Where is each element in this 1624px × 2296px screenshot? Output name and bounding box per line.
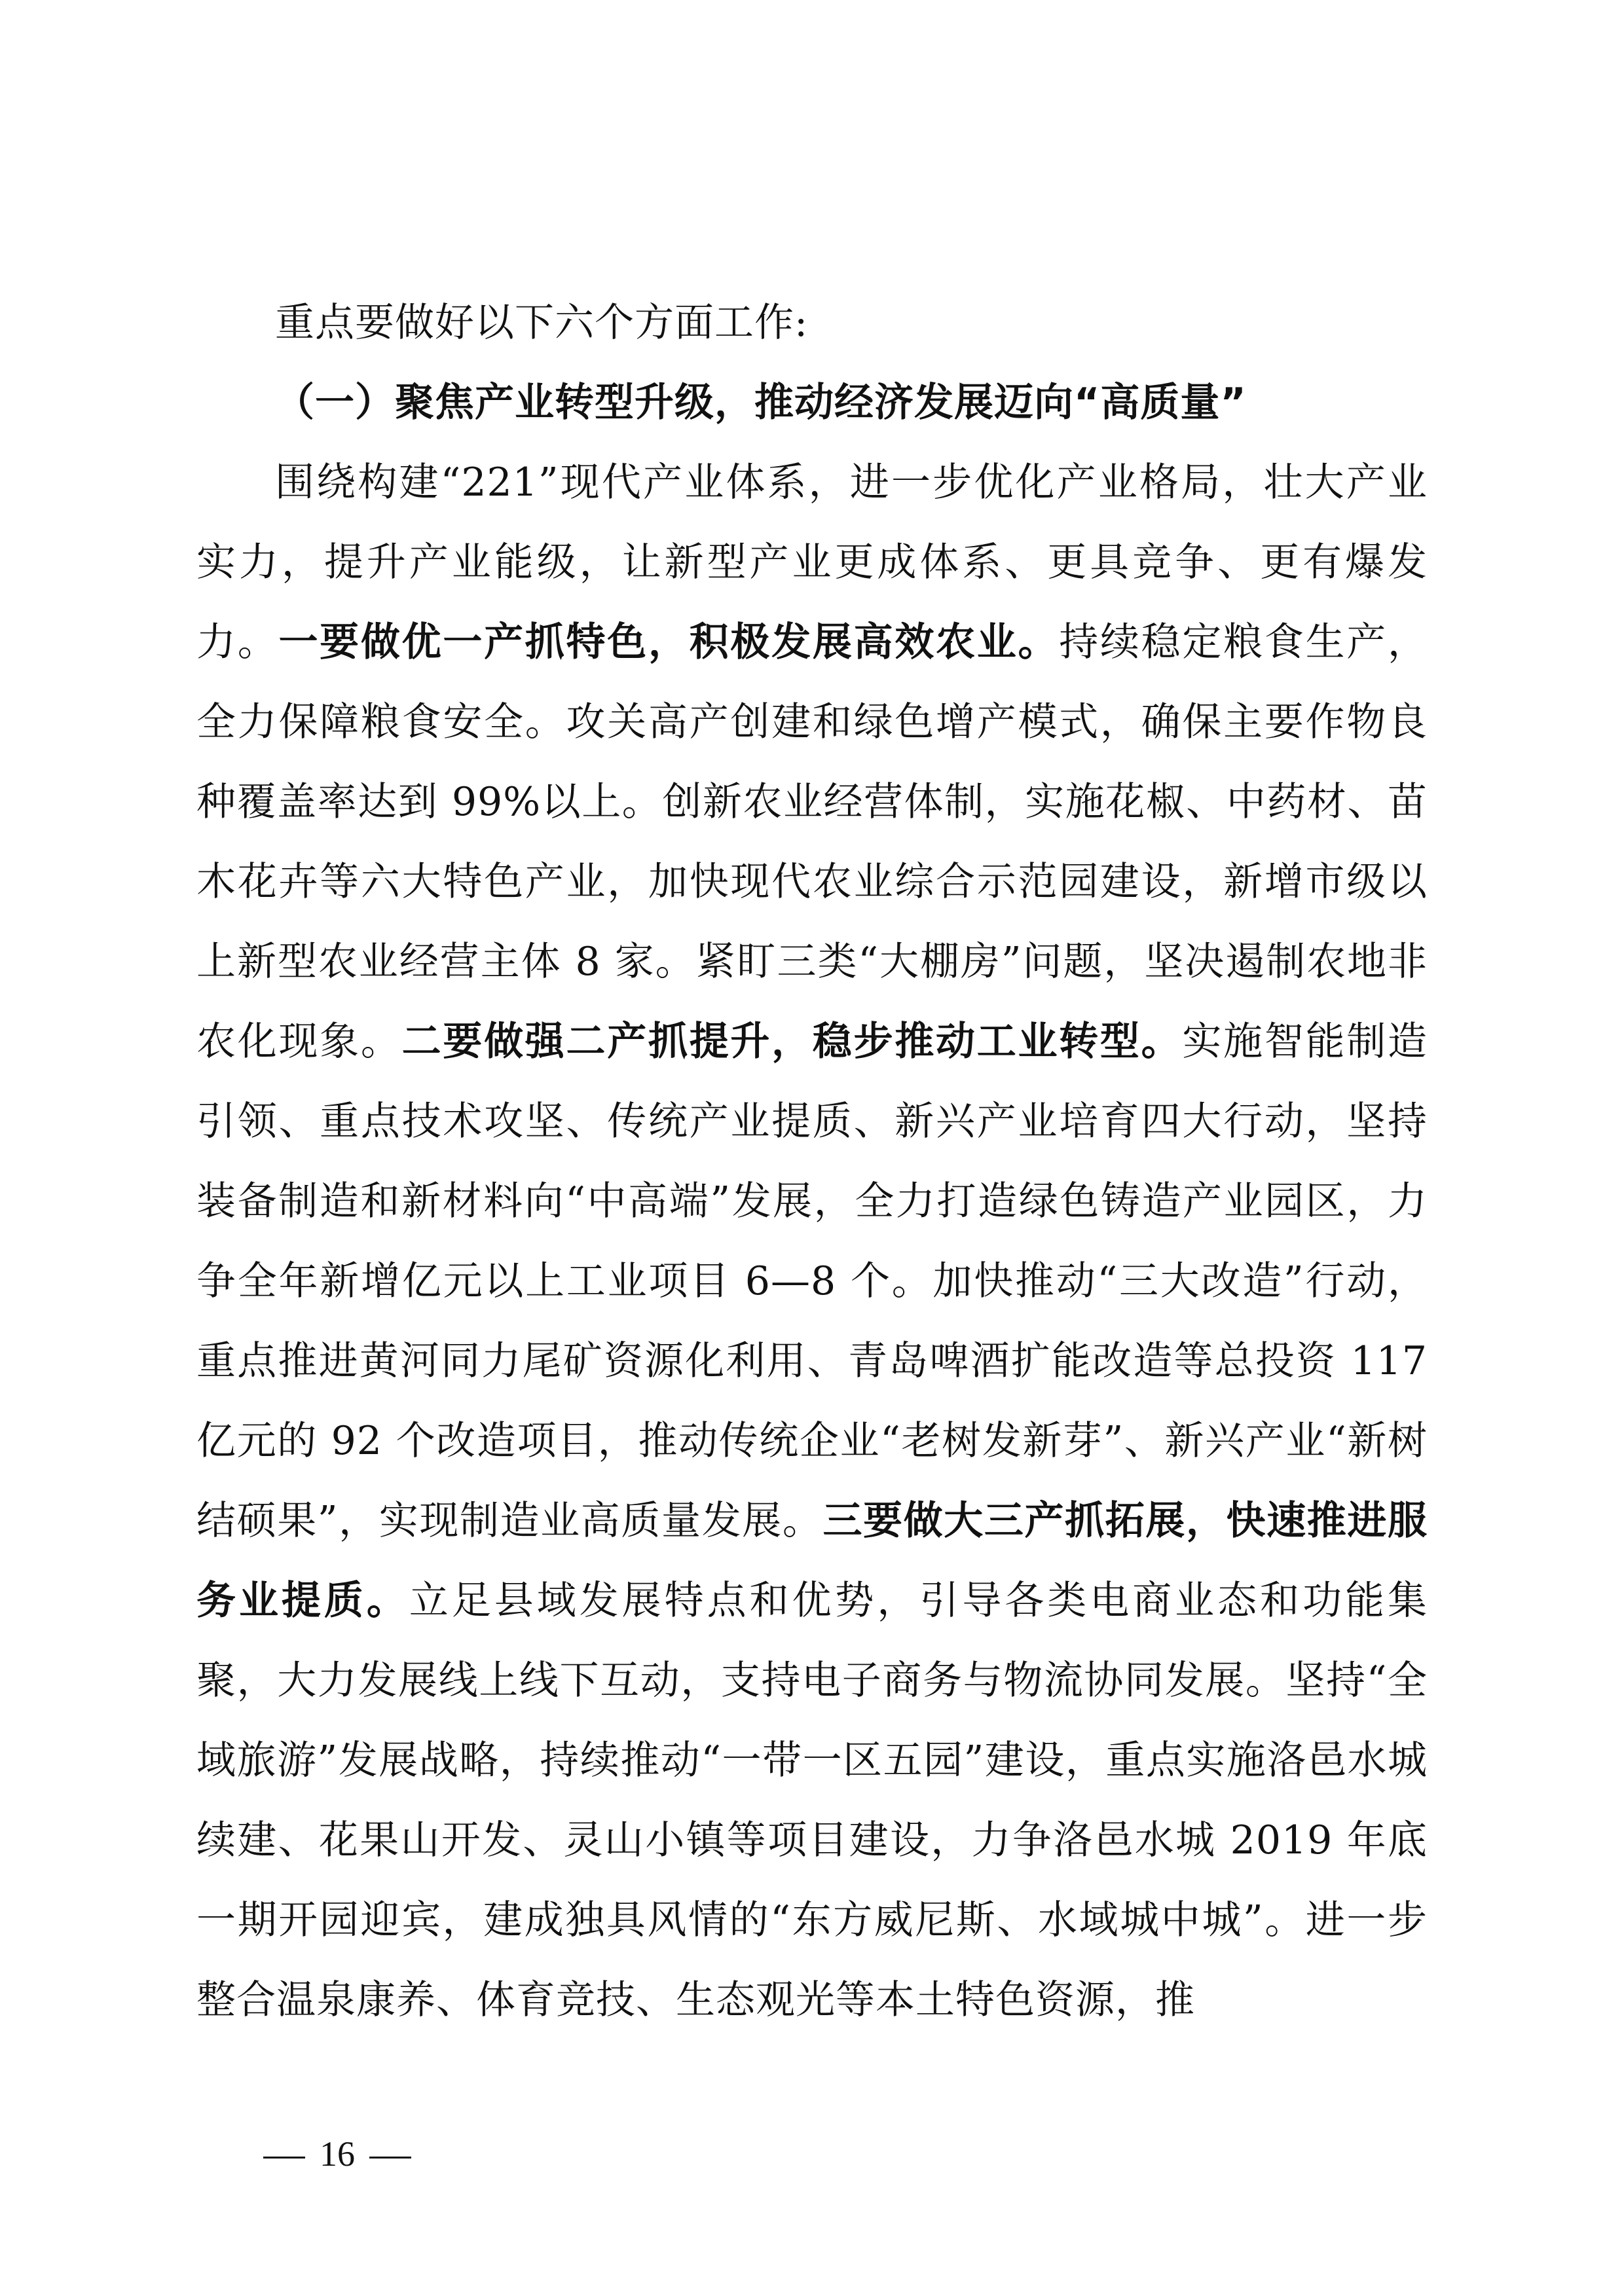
bold-point-2: 二要做强二产抓提升，稳步推动工业转型。 (401, 1019, 1183, 1065)
paragraph-text-3: 实施智能制造引领、重点技术攻坚、传统产业提质、新兴产业培育四大行动，坚持装备制造和新材料向“中高端”发展，全力打造绿色铸造产业园区，力争全年新增亿元以上工业项目 6—8 个。加快推动“三大改造”行动，重点推进黄河同力尾矿资源化利用、青岛啤酒扩能改造等总投资 117 亿元的 92 个改造项目，推动传统企业“老树发新芽”、新兴产业“新树结硕果”，实现制造业高质量发展。 (196, 1019, 1428, 1544)
body-paragraph (196, 443, 1428, 2040)
paragraph-text-4: 立足县域发展特点和优势，引导各类电商业态和功能集聚，大力发展线上线下互动，支持电子商务与物流协同发展。坚持“全域旅游”发展战略，持续推动“一带一区五园”建设，重点实施洛邑水城续建、花果山开发、灵山小镇等项目建设，力争洛邑水城 2019 年底一期开园迎宾，建成独具风情的“东方威尼斯、水域城中城”。进一步整合温泉康养、体育竞技、生态观光等本土特色资源，推 (196, 1578, 1428, 2023)
section-heading: （一）聚焦产业转型升级，推动经济发展迈向“高质量” (275, 380, 1247, 426)
page-number: 16 (320, 2134, 355, 2174)
intro-line: 重点要做好以下六个方面工作: (275, 300, 809, 346)
page-footer (249, 2131, 426, 2177)
paragraph-text-2: 持续稳定粮食生产，全力保障粮食安全。攻关高产创建和绿色增产模式，确保主要作物良种覆盖率达到 99%以上。创新农业经营体制，实施花椒、中药材、苗木花卉等六大特色产业，加快现代农业综合示范园建设，新增市级以上新型农业经营主体 8 家。紧盯三类“大棚房”问题，坚决遏制农地非农化现象。 (196, 619, 1428, 1065)
bold-point-3: 三要做大三产抓拓展，快速推进服务业提质。 (196, 1498, 1428, 1624)
document-body (196, 283, 1428, 2040)
bold-point-1: 一要做优一产抓特色，积极发展高效农业。 (278, 619, 1060, 665)
footer-dash-left (263, 2157, 305, 2159)
footer-dash-right (369, 2157, 411, 2159)
paragraph-text-1: 围绕构建“221”现代产业体系，进一步优化产业格局，壮大产业实力，提升产业能级，让新型产业更成体系、更具竞争、更有爆发力。 (196, 460, 1428, 665)
